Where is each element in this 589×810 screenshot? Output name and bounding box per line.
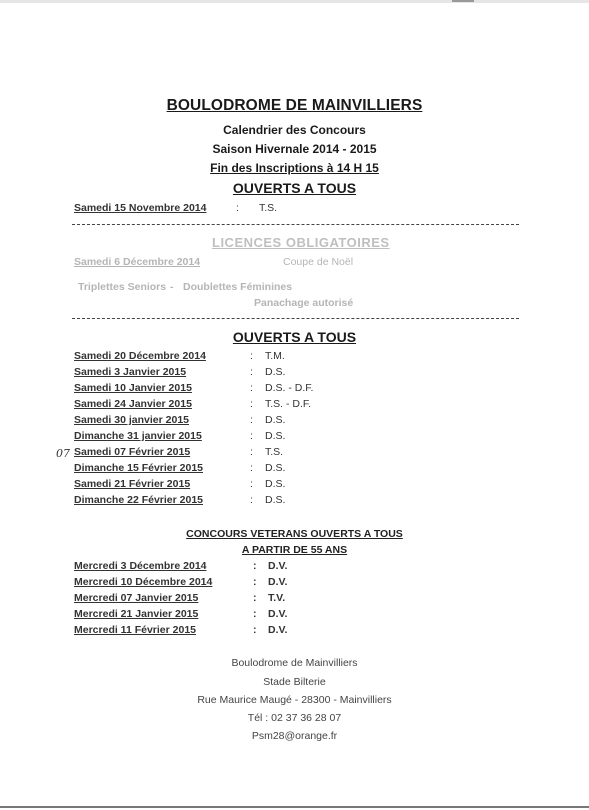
address-stadium: Stade Bilterie [263, 676, 326, 688]
schedule-colon: : [250, 494, 253, 506]
schedule-date: Samedi 07 Février 2015 [74, 446, 191, 458]
schedule-colon: : [250, 446, 253, 458]
faded-triplettes: Triplettes Seniors [78, 281, 167, 293]
veterans-colon: : [253, 608, 257, 620]
schedule-colon: : [250, 382, 253, 394]
schedule-date: Samedi 10 Janvier 2015 [74, 382, 192, 394]
veterans-date: Mercredi 11 Février 2015 [74, 624, 197, 636]
schedule-colon: : [250, 462, 253, 474]
schedule-colon: : [250, 414, 253, 426]
schedule-value: T.S. - D.F. [265, 398, 312, 410]
event-colon: : [236, 202, 239, 214]
address-email: Psm28@orange.fr [251, 730, 338, 742]
veterans-colon: : [253, 576, 257, 588]
dashed-divider [72, 224, 519, 225]
veterans-subtitle: A PARTIR DE 55 ANS [241, 544, 348, 556]
schedule-value: D.S. [265, 494, 286, 506]
veterans-value: T.V. [268, 592, 286, 604]
schedule-colon: : [250, 350, 253, 362]
schedule-value: D.S. [265, 366, 286, 378]
schedule-date: Samedi 3 Janvier 2015 [74, 366, 187, 378]
faded-panachage: Panachage autorisé [254, 297, 354, 309]
schedule-value: T.S. [265, 446, 284, 458]
veterans-date: Mercredi 07 Janvier 2015 [74, 592, 199, 604]
schedule-value: D.S. [265, 462, 286, 474]
top-mark [452, 0, 474, 2]
top-edge [0, 0, 589, 3]
bottom-edge [0, 806, 589, 808]
schedule-colon: : [250, 478, 253, 490]
schedule-date: Dimanche 15 Février 2015 [74, 462, 203, 474]
veterans-value: D.V. [268, 560, 288, 572]
schedule-value: D.S. [265, 478, 286, 490]
schedule-date: Samedi 20 Décembre 2014 [74, 350, 206, 362]
subtitle-calendar: Calendrier des Concours [223, 123, 366, 137]
veterans-colon: : [253, 560, 257, 572]
faded-doublettes: Doublettes Féminines [183, 281, 293, 293]
schedule-date: Dimanche 31 janvier 2015 [74, 430, 202, 442]
schedule-value: D.S. - D.F. [265, 382, 314, 394]
faded-sep: - [170, 281, 174, 293]
open-heading-2: OUVERTS A TOUS [232, 329, 357, 345]
schedule-date: Samedi 21 Février 2015 [74, 478, 191, 490]
schedule-value: D.S. [265, 414, 286, 426]
veterans-colon: : [253, 624, 257, 636]
faded-date: Samedi 6 Décembre 2014 [74, 256, 201, 268]
page-title: BOULODROME DE MAINVILLIERS [166, 97, 423, 114]
veterans-colon: : [253, 592, 257, 604]
faded-section-title: LICENCES OBLIGATOIRES [212, 235, 390, 250]
address-street: Rue Maurice Maugé - 28300 - Mainvilliers [197, 694, 392, 706]
open-heading-1: OUVERTS A TOUS [232, 180, 357, 196]
schedule-date: Samedi 24 Janvier 2015 [74, 398, 192, 410]
subtitle-season: Saison Hivernale 2014 - 2015 [212, 142, 377, 156]
dashed-divider-2 [72, 318, 519, 319]
schedule-colon: : [250, 398, 253, 410]
veterans-date: Mercredi 10 Décembre 2014 [74, 576, 213, 588]
address-phone: Tél : 02 37 36 28 07 [247, 712, 342, 724]
veterans-date: Mercredi 3 Décembre 2014 [74, 560, 207, 572]
veterans-value: D.V. [268, 624, 288, 636]
address-name: Boulodrome de Mainvilliers [231, 657, 358, 669]
schedule-date: Dimanche 22 Février 2015 [74, 494, 203, 506]
schedule-colon: : [250, 366, 253, 378]
schedule-value: D.S. [265, 430, 286, 442]
subtitle-registration: Fin des Inscriptions à 14 H 15 [210, 161, 379, 175]
faded-event: Coupe de Noël [283, 256, 354, 268]
veterans-title: CONCOURS VETERANS OUVERTS A TOUS [186, 528, 403, 540]
handwritten-note: 07 [56, 447, 70, 460]
schedule-date: Samedi 30 janvier 2015 [74, 414, 189, 426]
schedule-colon: : [250, 430, 253, 442]
veterans-value: D.V. [268, 576, 288, 588]
event-date: Samedi 15 Novembre 2014 [74, 202, 207, 214]
veterans-value: D.V. [268, 608, 288, 620]
schedule-value: T.M. [265, 350, 285, 362]
event-value: T.S. [259, 202, 278, 214]
veterans-date: Mercredi 21 Janvier 2015 [74, 608, 199, 620]
